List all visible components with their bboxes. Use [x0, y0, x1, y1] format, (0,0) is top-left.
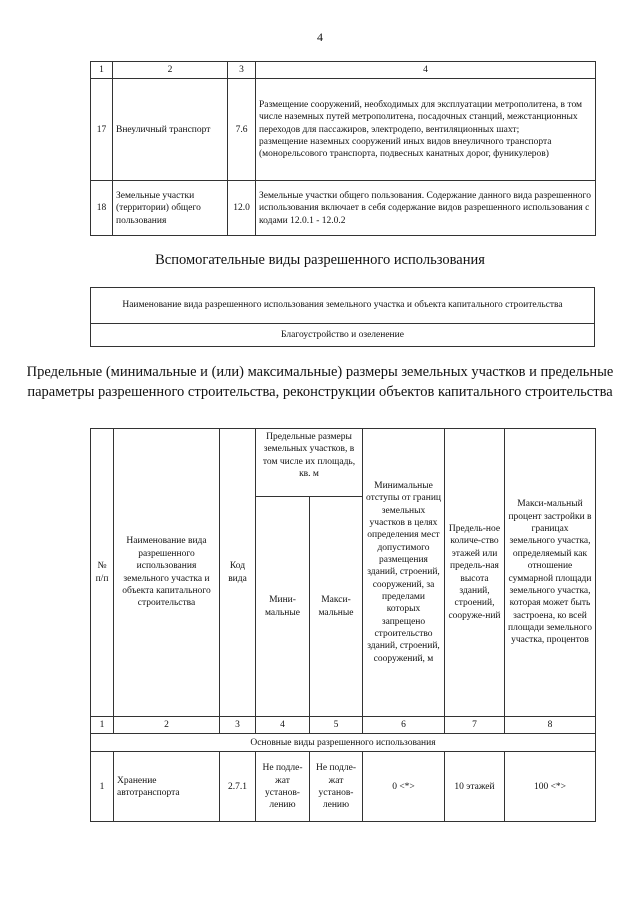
setback-value: 0 <*> [363, 752, 445, 822]
use-name: Внеуличный транспорт [113, 79, 228, 181]
column-number-1: 1 [91, 717, 114, 734]
table-row [91, 79, 596, 181]
floors-value: 10 этажей [445, 752, 505, 822]
row-number: 1 [91, 752, 114, 822]
header-setbacks: Минимальные отступы от границ земельных участков в целях определения мест допустимого размещения зданий, строений, сооружений, за пределами которых запрещено строительство зданий, строений, сооружений, м [363, 429, 445, 717]
table-row [91, 181, 596, 236]
use-name: Земельные участки (территории) общего пользования [113, 181, 228, 236]
header-col-4: 4 [256, 62, 596, 79]
header-coverage: Макси-мальный процент застройки в границах земельного участка, определяемый как отношение суммарной площади земельного участка, которая может быть застроена, ко всей площади земельного участка, процентов [505, 429, 596, 717]
auxiliary-table-header: Наименование вида разрешенного использования земельного участка и объекта капитального строительства [91, 288, 595, 324]
header-min: Мини-мальные [256, 497, 310, 717]
column-number-6: 6 [363, 717, 445, 734]
table-row [91, 752, 596, 822]
header-code: Код вида [220, 429, 256, 717]
row-number: 17 [91, 79, 113, 181]
heading-limit-parameters: Предельные (минимальные и (или) максимальные) размеры земельных участков и предельные параметры разрешенного строительства, реконструкции объектов капитального строительства [26, 364, 614, 400]
column-number-7: 7 [445, 717, 505, 734]
page-number: 4 [317, 30, 323, 44]
header-plot-sizes: Предельные размеры земельных участков, в том числе их площадь, кв. м [256, 429, 363, 497]
auxiliary-use: Благоустройство и озеленение [91, 324, 595, 347]
use-description: Размещение сооружений, необходимых для эксплуатации метрополитена, в том числе наземных путей метрополитена, посадочных станций, межстанционных переходов для пассажиров, электродепо, вентиляционных шахт; размещение наземных сооружений иных видов внеуличного транспорта (монорельсового транспорта, подвесных канатных дорог, фуникулеров) [256, 79, 596, 181]
column-number-2: 2 [114, 717, 220, 734]
use-name: Хранение автотранспорта [114, 752, 220, 822]
column-number-4: 4 [256, 717, 310, 734]
max-size: Не подле-жат установ-лению [310, 752, 363, 822]
row-number: 18 [91, 181, 113, 236]
header-number: № п/п [91, 429, 114, 717]
use-code: 12.0 [228, 181, 256, 236]
heading-auxiliary-uses: Вспомогательные виды разрешенного использования [155, 252, 485, 268]
header-col-1: 1 [91, 62, 113, 79]
use-code: 2.7.1 [220, 752, 256, 822]
section-main-uses: Основные виды разрешенного использования [91, 734, 596, 752]
header-use-name: Наименование вида разрешенного использования земельного участка и объекта капитального строительства [114, 429, 220, 717]
column-number-3: 3 [220, 717, 256, 734]
header-max: Макси-мальные [310, 497, 363, 717]
limit-parameters-table [90, 428, 596, 822]
column-number-5: 5 [310, 717, 363, 734]
auxiliary-uses-table [90, 287, 595, 347]
min-size: Не подле-жат установ-лению [256, 752, 310, 822]
use-code: 7.6 [228, 79, 256, 181]
header-col-3: 3 [228, 62, 256, 79]
uses-table-continued [90, 61, 596, 236]
use-description: Земельные участки общего пользования. Содержание данного вида разрешенного использования включает в себя содержание видов разрешенного использования с кодами 12.0.1 - 12.0.2 [256, 181, 596, 236]
header-col-2: 2 [113, 62, 228, 79]
coverage-value: 100 <*> [505, 752, 596, 822]
column-number-8: 8 [505, 717, 596, 734]
header-floors: Предель-ное количе-ство этажей или предель-ная высота зданий, строений, сооруже-ний [445, 429, 505, 717]
